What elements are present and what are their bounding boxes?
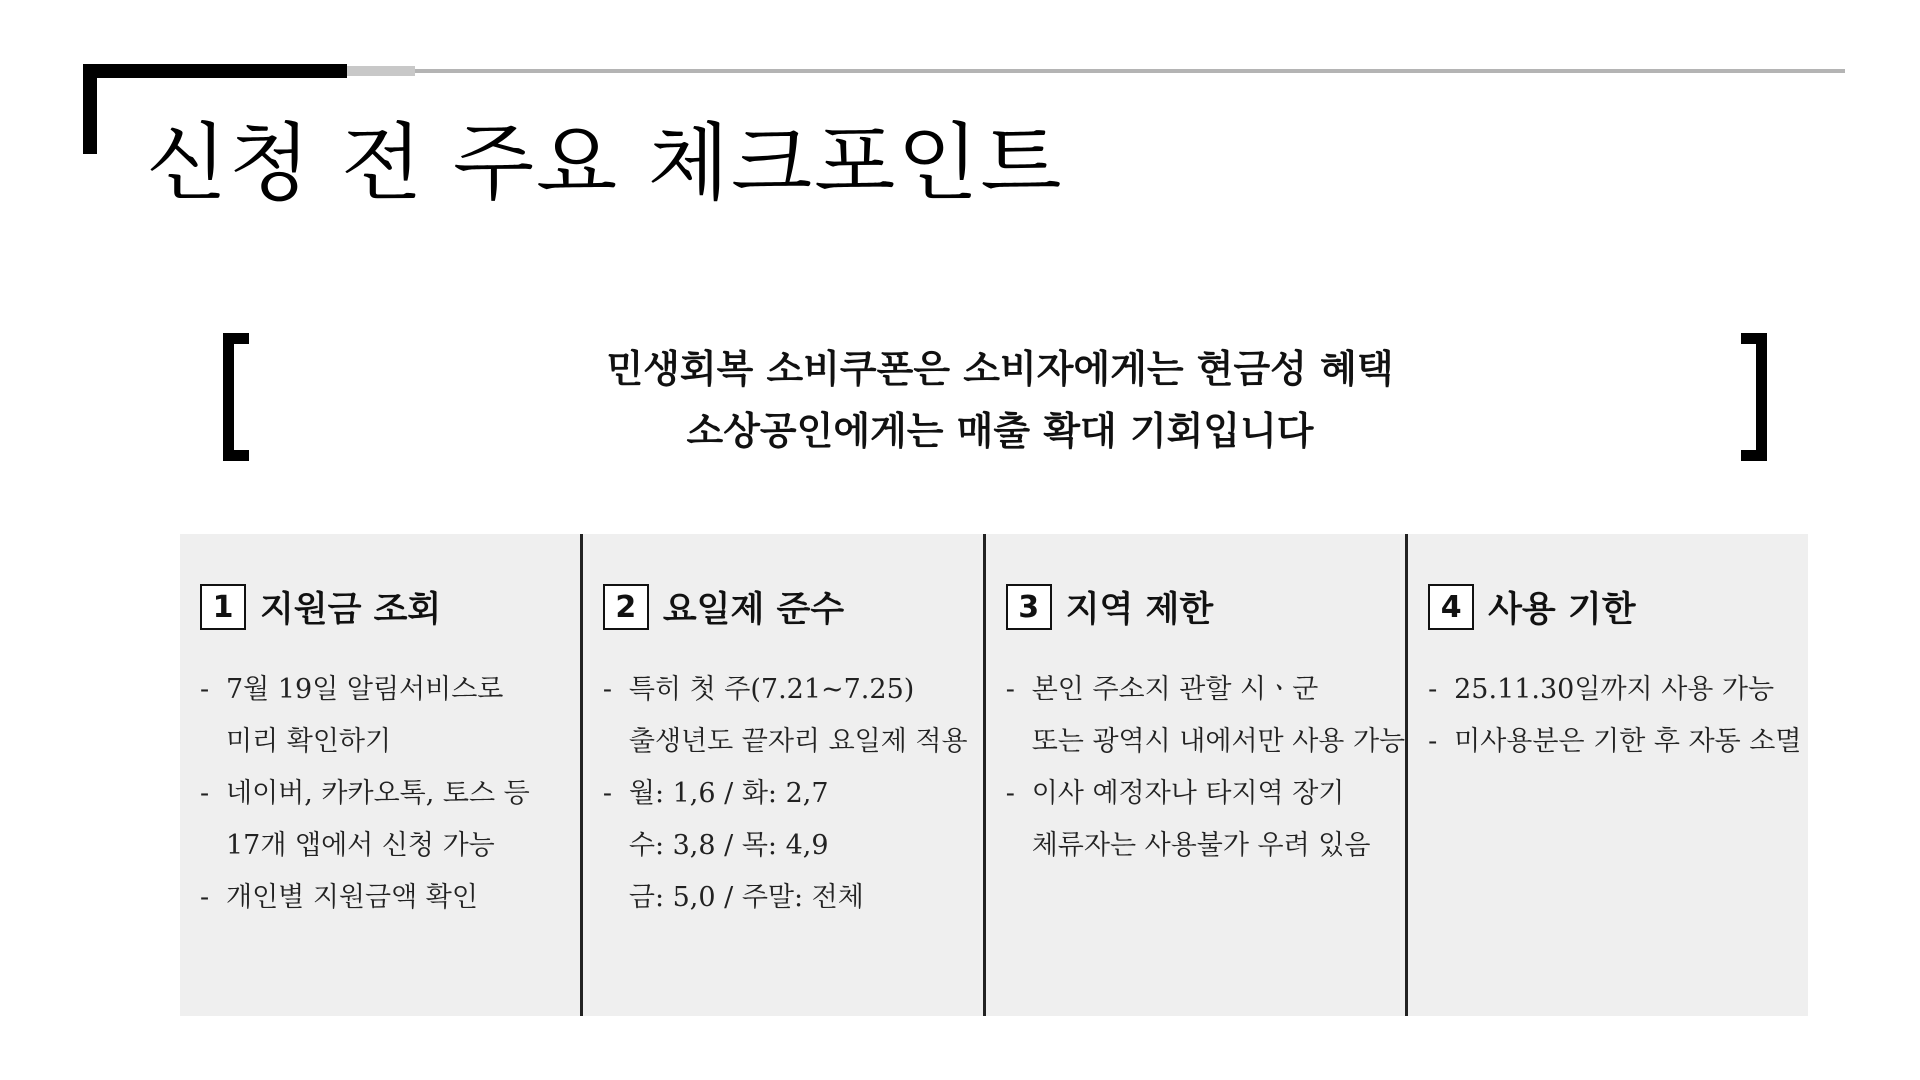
list-item-line: - 특히 첫 주(7.21~7.25) xyxy=(628,674,915,705)
header-accent-bar xyxy=(83,64,347,78)
list-item-line: - 월: 1,6 / 화: 2,7 xyxy=(628,778,829,809)
list-item xyxy=(1428,716,1808,768)
list-item xyxy=(200,768,580,872)
checkpoint-column-1 xyxy=(180,534,580,1016)
list-item xyxy=(603,664,983,768)
list-item-line: 17개 앱에서 신청 가능 xyxy=(226,830,495,861)
list-item xyxy=(603,768,983,924)
list-item-line: - 7월 19일 알림서비스로 xyxy=(226,674,504,705)
checkpoint-number-badge: 3 xyxy=(1006,584,1052,630)
list-item-line: - 이사 예정자나 타지역 장기 xyxy=(1031,778,1345,809)
checkpoint-title: 요일제 준수 xyxy=(662,590,845,630)
checkpoint-column-4 xyxy=(1405,534,1808,1016)
list-item-line: 또는 광역시 내에서만 사용 가능 xyxy=(1031,726,1406,757)
checkpoint-items xyxy=(603,664,983,924)
page-title: 신청 전 주요 체크포인트 xyxy=(146,114,1064,212)
checkpoint-panel xyxy=(180,534,1808,1016)
checkpoint-header xyxy=(200,580,580,634)
checkpoint-number-badge: 2 xyxy=(603,584,649,630)
list-item-line: 출생년도 끝자리 요일제 적용 xyxy=(628,726,968,757)
checkpoint-items xyxy=(1006,664,1405,872)
right-bracket-decoration xyxy=(1741,333,1767,461)
list-item-line: 수: 3,8 / 목: 4,9 xyxy=(628,830,829,861)
checkpoint-number-badge: 1 xyxy=(200,584,246,630)
checkpoint-items xyxy=(1428,664,1808,768)
checkpoint-items xyxy=(200,664,580,924)
checkpoint-title: 지원금 조회 xyxy=(260,590,442,630)
list-item xyxy=(1428,664,1808,716)
header-accent-bar-gray xyxy=(347,66,415,76)
checkpoint-header xyxy=(1006,580,1405,634)
list-item-line: - 미사용분은 기한 후 자동 소멸 xyxy=(1454,726,1802,757)
list-item xyxy=(200,664,580,768)
header-vertical-accent xyxy=(83,78,97,154)
checkpoint-column-3 xyxy=(983,534,1405,1016)
list-item-line: - 네이버, 카카오톡, 토스 등 xyxy=(226,778,530,809)
checkpoint-number-badge: 4 xyxy=(1428,584,1474,630)
list-item xyxy=(1006,664,1405,768)
checkpoint-title: 사용 기한 xyxy=(1488,590,1636,630)
list-item-line: 미리 확인하기 xyxy=(226,726,392,757)
left-bracket-decoration xyxy=(223,333,249,461)
checkpoint-column-2 xyxy=(580,534,983,1016)
list-item-line: - 개인별 지원금액 확인 xyxy=(226,882,478,913)
highlight-statement xyxy=(300,338,1700,462)
list-item-line: 체류자는 사용불가 우려 있음 xyxy=(1031,830,1371,861)
list-item-line: - 본인 주소지 관할 시ㆍ군 xyxy=(1031,674,1319,705)
highlight-line: 소상공인에게는 매출 확대 기회입니다 xyxy=(686,409,1314,453)
checkpoint-header xyxy=(1428,580,1808,634)
checkpoint-header xyxy=(603,580,983,634)
list-item-line: - 25.11.30일까지 사용 가능 xyxy=(1454,674,1775,705)
list-item xyxy=(200,872,580,924)
list-item-line: 금: 5,0 / 주말: 전체 xyxy=(628,882,864,913)
list-item xyxy=(1006,768,1405,872)
checkpoint-title: 지역 제한 xyxy=(1065,590,1214,630)
header-rule xyxy=(415,69,1845,73)
highlight-line: 민생회복 소비쿠폰은 소비자에게는 현금성 혜택 xyxy=(606,347,1394,391)
